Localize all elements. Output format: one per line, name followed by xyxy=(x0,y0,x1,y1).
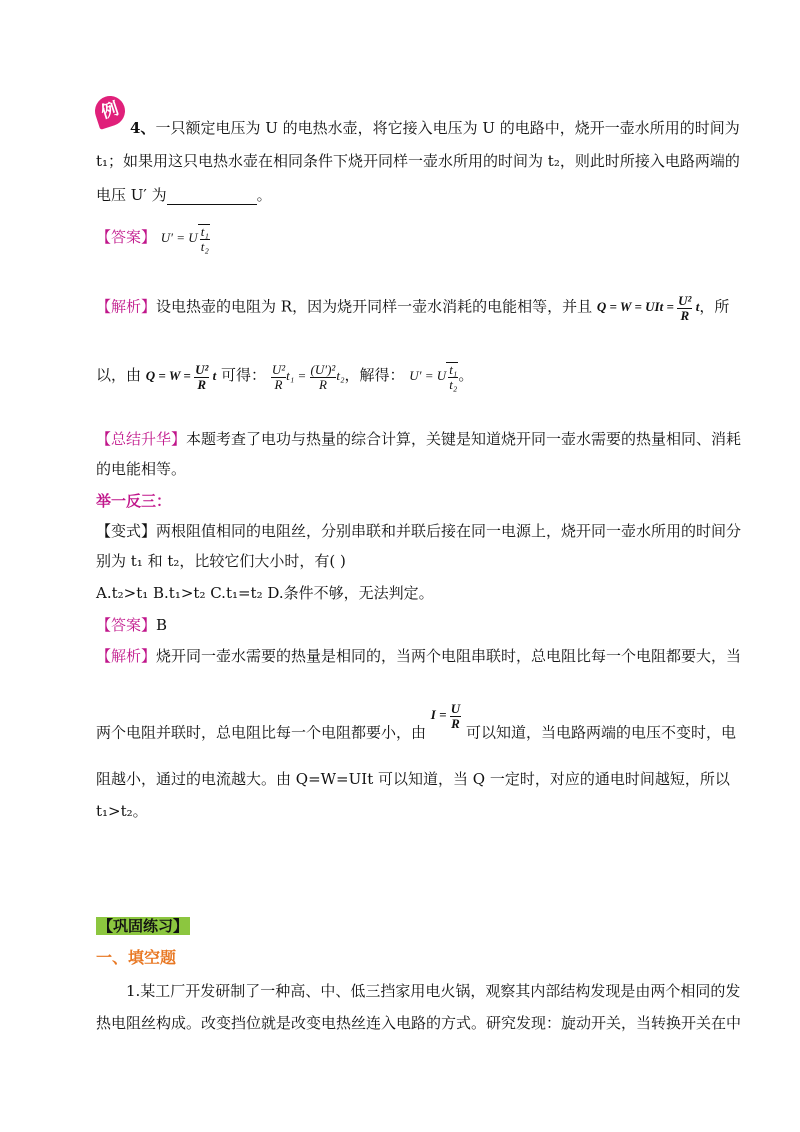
question-1-line-2: 热电阻丝构成。改变挡位就是改变电热丝连入电路的方式。研究发现：旋动开关，当转换开关在中 xyxy=(96,1014,742,1032)
analysis-2-text-2a: 两个电阻并联时，总电阻比每一个电阻都要小，由 xyxy=(96,723,427,742)
formula-q-lhs: Q = W = xyxy=(145,367,191,383)
formula-q-num: U² xyxy=(195,361,209,377)
formula-equation-tail: t₂ xyxy=(336,367,345,383)
analysis-2-tag: 【解析】 xyxy=(96,647,157,665)
analysis-tag: 【解析】 xyxy=(96,297,157,316)
formula-ohm-den: R xyxy=(451,716,460,731)
analysis-1-text-2a: 以，由 xyxy=(96,365,142,384)
formula-equation-den-a: R xyxy=(274,376,283,392)
answer-formula-num: t₁ xyxy=(200,224,209,239)
answer-tag: 【答案】 xyxy=(96,227,157,246)
answer-1 xyxy=(96,224,210,254)
variant-text-1: 两根阻值相同的电阻丝，分别串联和并联后接在同一电源上，烧开同一壶水所用的时间分 xyxy=(156,522,742,540)
consolidation-label-text: 【巩固练习】 xyxy=(98,917,189,935)
variant-tag: 【变式】 xyxy=(96,522,157,540)
answer-2 xyxy=(96,614,167,635)
analysis-1-text-2c: ，解得： xyxy=(344,365,405,384)
formula-equation xyxy=(271,361,345,392)
answer-formula-den: t₂ xyxy=(200,239,209,254)
formula-ohm-num: U xyxy=(450,701,461,716)
formula-result-num: t₁ xyxy=(449,362,458,377)
analysis-2-line-4: t₁>t₂。 xyxy=(96,802,148,820)
example-number: 4、 xyxy=(130,119,156,137)
example-line-3 xyxy=(96,184,272,205)
example-text-3-end: 。 xyxy=(256,186,272,204)
answer-2-tag: 【答案】 xyxy=(96,616,157,634)
analysis-1-text-1-end: ，所 xyxy=(699,297,730,316)
formula-energy-num: U² xyxy=(678,293,692,308)
formula-result-den: t₂ xyxy=(449,377,458,392)
question-1-line-1: 1.某工厂开发研制了一种高、中、低三挡家用电火锅，观察其内部结构发现是由两个相同的发 xyxy=(126,982,741,1000)
summary-line-1 xyxy=(96,428,741,449)
formula-ohm xyxy=(430,701,461,731)
analysis-2-text-1: 烧开同一壶水需要的热量是相同的，当两个电阻串联时，总电阻比每一个电阻都要大，当 xyxy=(156,647,742,665)
formula-equation-num-a: U² xyxy=(271,361,286,377)
summary-line-2: 的电能相等。 xyxy=(96,460,187,478)
example-line-1 xyxy=(130,117,740,138)
analysis-1-text-2b: 可得： xyxy=(221,365,267,384)
analysis-2-line-1 xyxy=(96,645,741,666)
formula-q-den: R xyxy=(197,376,207,392)
formula-energy-lhs: Q = W = UIt = xyxy=(596,299,674,315)
analysis-1-line-1 xyxy=(96,294,729,323)
formula-energy-den: R xyxy=(680,308,690,323)
analysis-1-text-1: 设电热壶的电阻为 R，因为烧开同样一壶水消耗的电能相等，并且 xyxy=(156,297,593,316)
answer-blank xyxy=(167,190,257,205)
analysis-1-line-2 xyxy=(96,362,473,392)
consolidation-label xyxy=(96,915,190,936)
variant-options: A.t₂>t₁ B.t₁>t₂ C.t₁=t₂ D.条件不够，无法判定。 xyxy=(96,584,434,602)
formula-equation-mid: t₁ = xyxy=(286,367,307,383)
sqrt-symbol xyxy=(198,224,210,254)
formula-ohm-lhs: I = xyxy=(430,707,447,723)
formula-q xyxy=(145,361,217,392)
sqrt-symbol xyxy=(446,362,458,392)
formula-result-lhs: U′ = U xyxy=(409,367,447,383)
variant-line-2: 别为 t₁ 和 t₂，比较它们大小时，有( ) xyxy=(96,552,346,570)
answer-formula-lhs: U′ = U xyxy=(160,229,198,245)
analysis-2-text-2b: 可以知道，当电路两端的电压不变时，电 xyxy=(465,723,736,742)
summary-tag: 【总结升华】 xyxy=(96,430,187,448)
analysis-2-line-2 xyxy=(96,701,736,749)
formula-equation-den-b: R xyxy=(318,376,327,392)
analysis-2-line-3: 阻越小，通过的电流越大。由 Q=W=UIt 可以知道，当 Q 一定时，对应的通电时间越短，所以 xyxy=(96,770,730,788)
formula-q-tail: t xyxy=(212,367,217,383)
variant-line-1 xyxy=(96,520,741,541)
answer-2-value: B xyxy=(156,616,168,634)
example-text-3: 电压 U′ 为 xyxy=(96,186,167,204)
example-badge: 例 xyxy=(91,92,129,130)
practice-heading: 举一反三： xyxy=(96,492,172,510)
example-text-1: 一只额定电压为 U 的电热水壶，将它接入电压为 U 的电路中，烧开一壶水所用的时间为 xyxy=(155,119,740,137)
formula-energy-tail: t xyxy=(695,299,700,315)
analysis-1-text-2-end: 。 xyxy=(458,365,474,384)
formula-result xyxy=(409,362,458,392)
example-line-2: t₁；如果用这只电热水壶在相同条件下烧开同样一壶水所用的时间为 t₂，则此时所接入电路两端的 xyxy=(96,152,740,170)
answer-formula xyxy=(160,224,210,254)
summary-text-1: 本题考查了电功与热量的综合计算，关键是知道烧开同一壶水需要的热量相同、消耗 xyxy=(186,430,742,448)
formula-equation-num-b: (U′)² xyxy=(310,361,336,377)
formula-energy xyxy=(596,293,700,323)
section-title: 一、填空题 xyxy=(96,948,177,967)
